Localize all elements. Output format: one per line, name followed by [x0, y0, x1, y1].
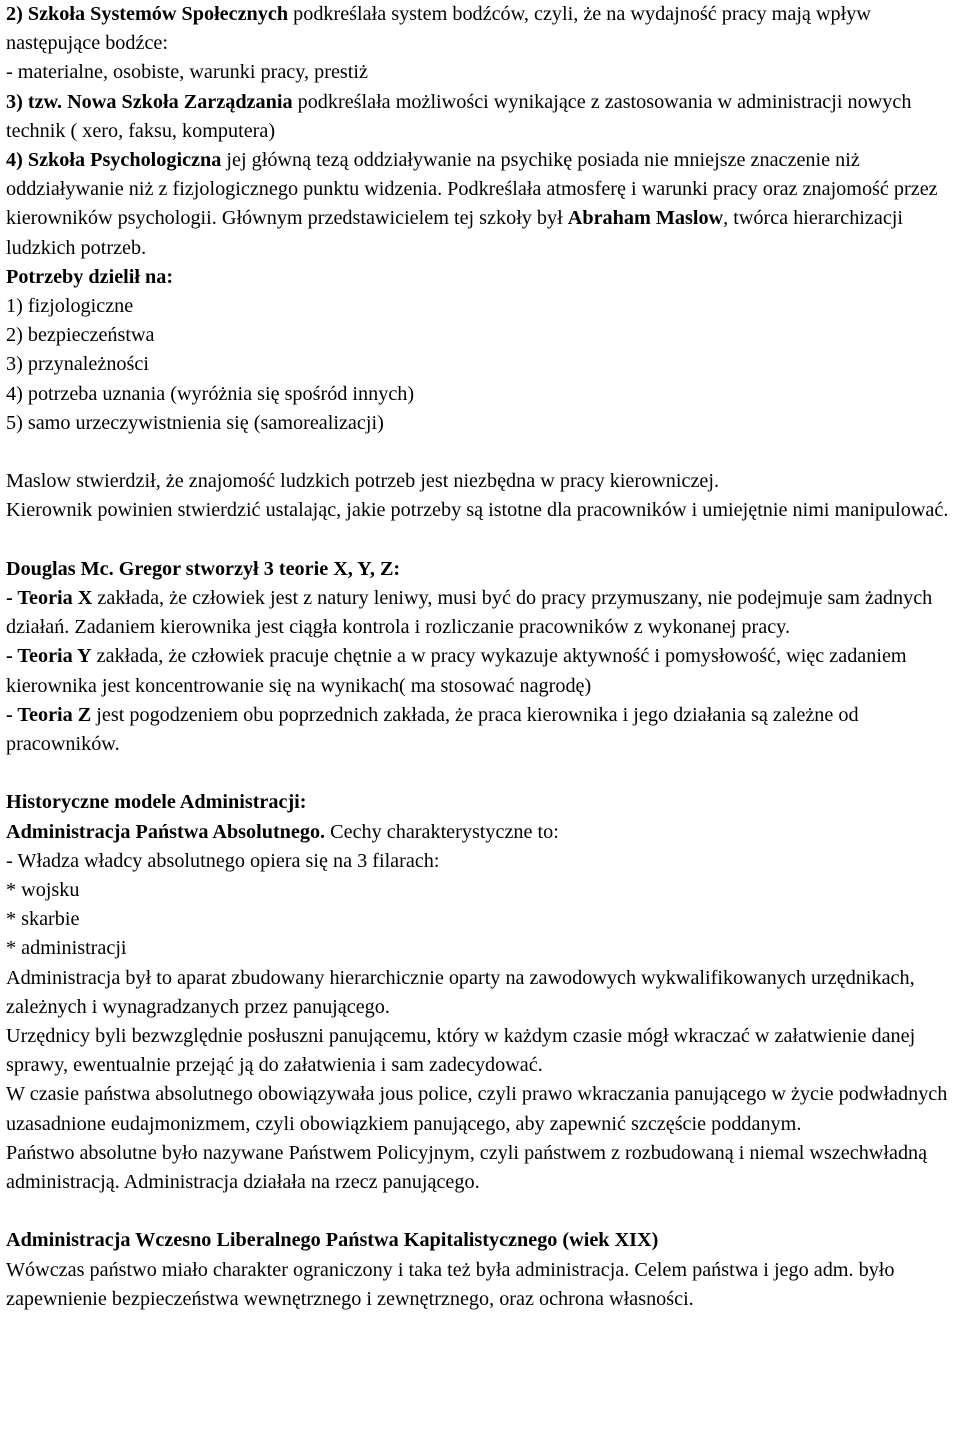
- section-intro: Cechy charakterystyczne to:: [325, 820, 559, 843]
- paragraph-text: podkreślała możliwości wynikające z zastosowania w administracji nowych technik ( xero, faksu, komputera): [6, 90, 912, 142]
- school-name: 2) Szkoła Systemów Społecznych: [6, 3, 289, 25]
- theory-text: zakłada, że człowiek jest z natury leniwy, musi być do pracy przymuszany, nie podejmuje sam żadnych działań. Zadaniem kierownika jest ciągła kontrola i rozliczanie pracowników z wykonanej pracy.: [6, 587, 933, 639]
- pillar-item: * wojsku: [6, 879, 80, 902]
- absolute-paragraph: W czasie państwa absolutnego obowiązywała jous police, czyli prawo wkraczania panującego w życie podwładnych uzasadnione eudajmonizmem, czyli obowiązkiem panującego, aby zapewnić szczęście poddanym.: [6, 1083, 948, 1135]
- needs-item: 1) fizjologiczne: [6, 295, 134, 318]
- paragraph-social-systems: [6, 0, 954, 58]
- spacer: [6, 526, 954, 555]
- person-name: Abraham Maslow: [567, 207, 724, 230]
- school-name: 3) tzw. Nowa Szkoła Zarządzania: [6, 90, 293, 113]
- spacer: [6, 438, 954, 467]
- spacer: [6, 759, 954, 788]
- theory-text: zakłada, że człowiek pracuje chętnie a w pracy wykazuje aktywność i pomysłowość, więc zadaniem kierownika jest koncentrowanie się na wynikach( ma stosować nagrodę): [6, 645, 907, 697]
- theory-z: [6, 701, 954, 759]
- maslow-statement: Kierownik powinien stwierdzić ustalając, jakie potrzeby są istotne dla pracowników i umiejętnie nimi manipulować.: [6, 499, 949, 522]
- school-name: 4) Szkoła Psychologiczna: [6, 149, 222, 172]
- pillars-intro: - Władza władcy absolutnego opiera się na 3 filarach:: [6, 849, 440, 872]
- models-heading: Historyczne modele Administracji:: [6, 791, 307, 814]
- theory-label: - Teoria Y: [6, 645, 92, 668]
- theory-y: [6, 642, 954, 700]
- paragraph-text: jej główną tezą oddziaływanie na psychikę posiada nie mniejsze znaczenie niż oddziaływanie niż z fizjologicznego punktu widzenia. Podkreślała atmosferę i warunki pracy oraz znajomość przez kierowników psychologii. Głównym przedstawicielem tej szkoły był: [6, 149, 938, 230]
- stimuli-list: - materialne, osobiste, warunki pracy, prestiż: [6, 61, 368, 84]
- absolute-state-title: [6, 818, 954, 847]
- absolute-paragraph: Administracja był to aparat zbudowany hierarchicznie oparty na zawodowych wykwalifikowanych urzędnikach, zależnych i wynagradzanych przez panującego.: [6, 966, 915, 1018]
- spacer: [6, 1197, 954, 1226]
- theory-x: [6, 584, 954, 642]
- absolute-paragraph: Urzędnicy byli bezwzględnie posłuszni panującemu, który w każdym czasie mógł wkraczać w załatwienie danej sprawy, ewentualnie przejąć ją do załatwienia i sam zadecydować.: [6, 1025, 916, 1077]
- needs-item: 4) potrzeba uznania (wyróżnia się spośród innych): [6, 382, 415, 405]
- needs-heading: Potrzeby dzielił na:: [6, 265, 174, 288]
- pillar-item: * skarbie: [6, 908, 80, 931]
- section-title: Administracja Państwa Absolutnego.: [6, 820, 326, 843]
- paragraph-text: podkreślała system bodźców, czyli, że na wydajność pracy mają wpływ następujące bodźce:: [6, 3, 871, 55]
- maslow-statement: Maslow stwierdził, że znajomość ludzkich potrzeb jest niezbędna w pracy kierowniczej.: [6, 470, 720, 493]
- needs-item: 3) przynależności: [6, 353, 149, 376]
- theory-text: jest pogodzeniem obu poprzednich zakłada, że praca kierownika i jego działania są zależne od pracowników.: [6, 703, 859, 756]
- needs-item: 2) bezpieczeństwa: [6, 324, 155, 347]
- pillar-item: * administracji: [6, 937, 127, 960]
- liberal-heading: Administracja Wczesno Liberalnego Państwa Kapitalistycznego (wiek XIX): [6, 1229, 659, 1252]
- paragraph-new-management: [6, 88, 954, 146]
- paragraph-text: , twórca hierarchizacji ludzkich potrzeb.: [6, 207, 904, 259]
- liberal-paragraph: Wówczas państwo miało charakter ograniczony i taka też była administracja. Celem państwa i jego adm. było zapewnienie bezpieczeństwa wewnętrznego i zewnętrznego, oraz ochrona własności.: [6, 1258, 895, 1310]
- paragraph-psychological: [6, 146, 954, 263]
- needs-item: 5) samo urzeczywistnienia się (samorealizacji): [6, 411, 384, 434]
- theory-label: - Teoria Z: [6, 703, 92, 726]
- mcgregor-heading: Douglas Mc. Gregor stworzył 3 teorie X, Y, Z:: [6, 557, 401, 580]
- theory-label: - Teoria X: [6, 587, 93, 610]
- absolute-paragraph: Państwo absolutne było nazywane Państwem Policyjnym, czyli państwem z rozbudowaną i niemal wszechwładną administracją. Administracja działała na rzecz panującego.: [6, 1141, 928, 1194]
